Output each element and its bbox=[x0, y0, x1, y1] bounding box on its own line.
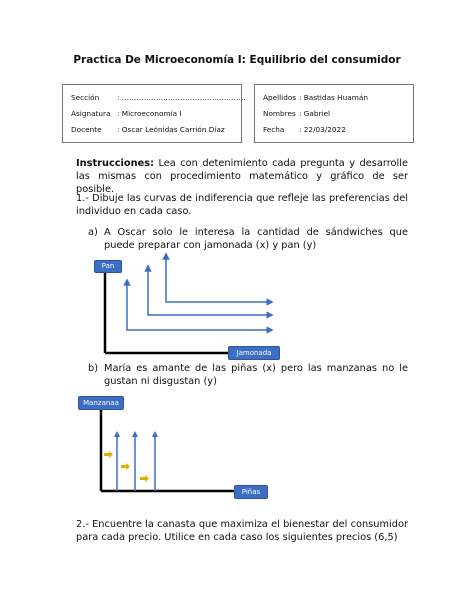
docente-value: : Oscar Leónidas Carrión Díaz bbox=[117, 125, 225, 134]
instructions-label: Instrucciones: bbox=[76, 158, 155, 169]
graph-b-preference-arrow-1 bbox=[104, 451, 113, 458]
question-1a-text: A Oscar solo le interesa la cantidad de sándwiches que puede preparar con jamonada (x) y pan (y) bbox=[104, 227, 408, 251]
question-1b-text: María es amante de las piñas (x) pero las manzanas no le gustan ni disgustan (y) bbox=[104, 363, 408, 387]
seccion-value: : …………………………………………… bbox=[117, 93, 246, 102]
question-1: 1.- Dibuje las curvas de indiferencia que refleje las preferencias del individuo en cada caso. bbox=[76, 193, 408, 217]
asignatura-value: : Microeconomía I bbox=[117, 109, 182, 118]
apellidos-label: Apellidos bbox=[263, 93, 297, 102]
graph-b-y-axis-label: Manzanaa bbox=[78, 396, 124, 410]
fecha-label: Fecha bbox=[263, 125, 285, 134]
graph-b-preference-arrow-3 bbox=[140, 475, 149, 482]
nombres-label: Nombres bbox=[263, 109, 296, 118]
question-1a-marker: a) bbox=[88, 227, 98, 238]
graph-b-preference-arrow-2 bbox=[121, 463, 130, 470]
nombres-value: : Gabriel bbox=[299, 109, 331, 118]
apellidos-value: : Bastidas Huamán bbox=[299, 93, 368, 102]
docente-label: Docente bbox=[71, 125, 102, 134]
graph-a-curve-3 bbox=[166, 256, 270, 302]
graph-a-y-axis-label: Pan bbox=[94, 260, 122, 273]
page-title: Practica De Microeconomía I: Equilibrio del consumidor bbox=[73, 54, 401, 66]
question-2: 2.- Encuentre la canasta que maximiza el bienestar del consumidor para cada precio. Utilice en cada caso los siguientes precios (6,5) bbox=[76, 519, 408, 543]
seccion-label: Sección bbox=[71, 93, 100, 102]
instructions-text: Lea con detenimiento cada pregunta y desarrolle las mismas con procedimiento matemático y gráfico de ser posible. bbox=[76, 158, 408, 195]
fecha-value: : 22/03/2022 bbox=[299, 125, 346, 134]
asignatura-label: Asignatura bbox=[71, 109, 111, 118]
graph-b-x-axis-label: Piñas bbox=[234, 485, 268, 499]
question-1b-marker: b) bbox=[88, 363, 99, 374]
graph-a-x-axis-label: Jamonada bbox=[228, 346, 280, 360]
